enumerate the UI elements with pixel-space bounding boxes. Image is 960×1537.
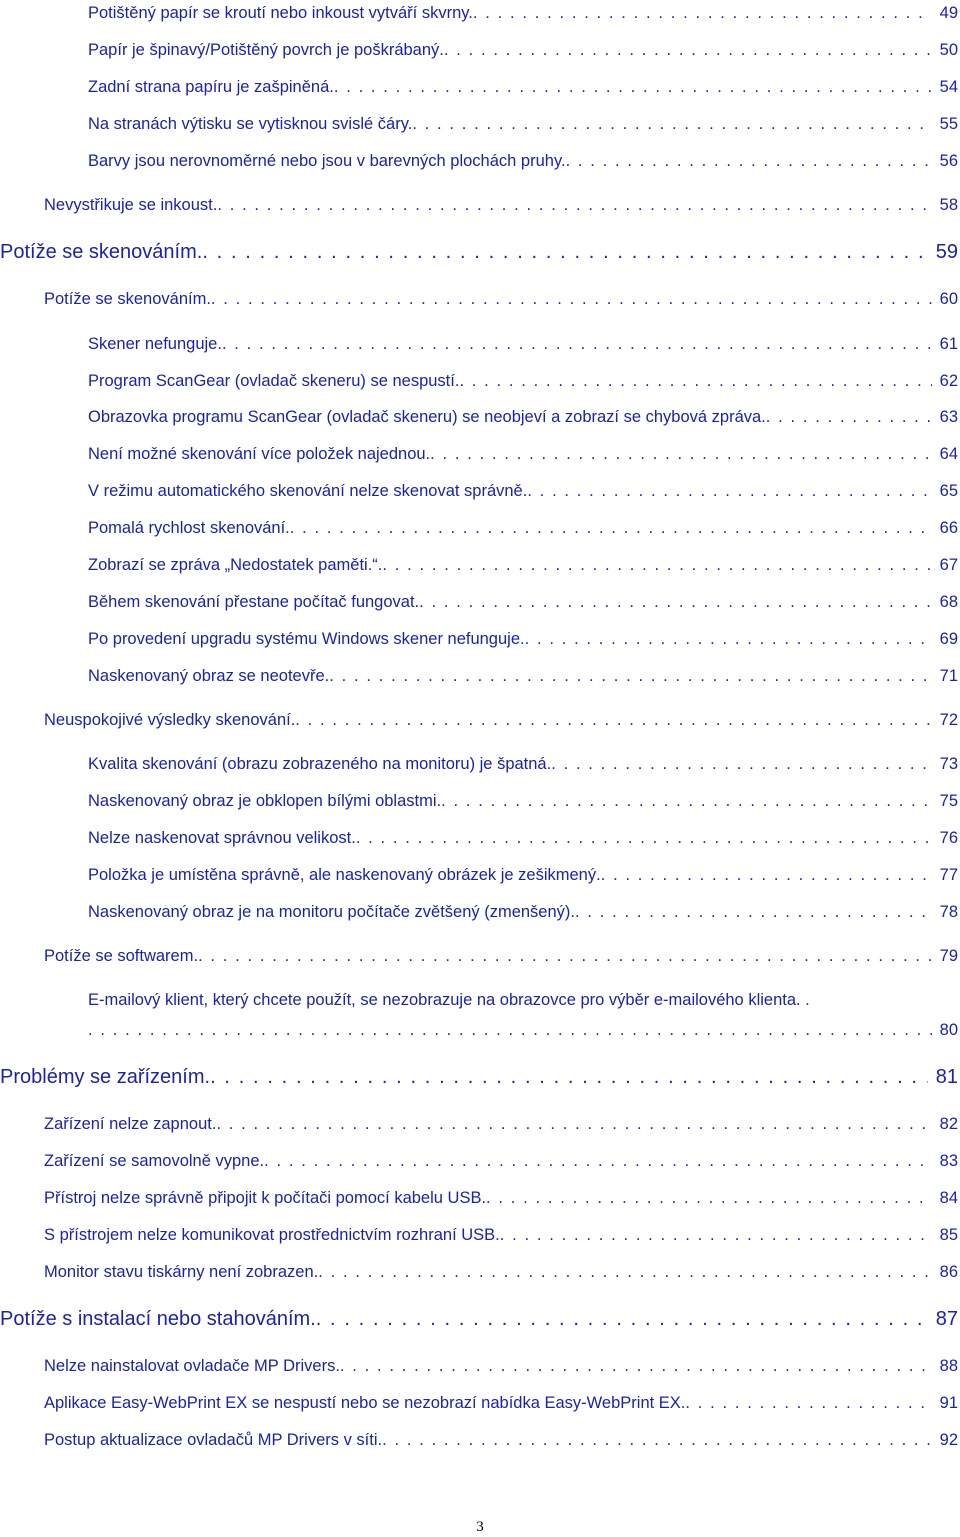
toc-entry-leader-line [88,1021,958,1040]
toc-entry-page: 68 [939,593,958,611]
toc-entry-page: 78 [939,903,958,921]
toc-entry[interactable] [88,482,958,501]
dot-leader [419,593,932,612]
toc-entry-title: Potíže s instalací nebo stahováním. [0,1308,316,1330]
toc-entry-page: 61 [939,335,958,353]
toc-entry-title: Potíže se skenováním. [44,290,211,308]
toc-entry-title: Přístroj nelze správně připojit k počítači pomocí kabelu USB. [44,1189,487,1207]
toc-entry-title: Potištěný papír se kroutí nebo inkoust vytváří skvrny. [88,4,473,22]
toc-entry-title: Skener nefunguje. [88,335,222,353]
toc-entry-title: Papír je špinavý/Potištěný povrch je poškrábaný. [88,41,444,59]
toc-entry-title: Zadní strana papíru je zašpiněná. [88,78,334,96]
toc-entry[interactable] [44,711,958,730]
toc-entry[interactable] [88,408,958,427]
toc-entry-title: Obrazovka programu ScanGear (ovladač skeneru) se neobjeví a zobrazí se chybová zpráva. [88,408,766,426]
dot-leader [473,4,932,23]
toc-entry-title: Potíže se softwarem. [44,947,199,965]
toc-entry[interactable] [88,556,958,575]
toc-section-heading[interactable] [0,1308,958,1331]
toc-entry[interactable] [44,1189,958,1208]
toc-entry-page: 87 [935,1308,958,1330]
toc-entry[interactable] [44,1226,958,1245]
toc-entry-page: 88 [939,1357,958,1375]
toc-entry-title: Pomalá rychlost skenování. [88,519,290,537]
toc-entry-title: Naskenovaný obraz je obklopen bílými oblastmi. [88,792,442,810]
toc-entry-title: Program ScanGear (ovladač skeneru) se nespustí. [88,372,460,390]
toc-entry-title: Položka je umístěna správně, ale naskenovaný obrázek je zešikmený. [88,866,601,884]
toc-entry-page: 77 [939,866,958,884]
dot-leader [217,196,932,215]
dot-leader [290,519,932,538]
toc-entry-title: V režimu automatického skenování nelze skenovat správně. [88,482,528,500]
toc-entry-title: Problémy se zařízením. [0,1066,211,1088]
dot-leader [356,829,932,848]
toc-entry-page: 50 [939,41,958,59]
toc-entry-page: 58 [939,196,958,214]
dot-leader [198,947,932,966]
toc-entry-title: Na stranách výtisku se vytisknou svislé čáry. [88,115,413,133]
dot-leader [430,445,932,464]
dot-leader [334,78,932,97]
dot-leader [685,1394,932,1413]
toc-entry-page: 59 [935,241,958,263]
toc-entry[interactable] [88,115,958,134]
dot-leader [525,630,932,649]
dot-leader [500,1226,932,1245]
dot-leader [551,755,932,774]
toc-entry-page: 56 [939,152,958,170]
dot-leader [382,1431,932,1450]
dot-leader [216,1115,932,1134]
dot-leader [441,792,932,811]
dot-leader [264,1152,932,1171]
toc-entry[interactable] [88,445,958,464]
toc-entry[interactable] [44,947,958,966]
toc-entry-page: 75 [939,792,958,810]
dot-leader [210,1066,928,1089]
toc-entry[interactable] [88,866,958,885]
dot-leader [412,115,932,134]
toc-entry-page: 80 [939,1021,958,1039]
toc-entry-page: 63 [939,408,958,426]
toc-entry[interactable] [88,4,958,23]
toc-entry-page: 81 [935,1066,958,1088]
toc-entry-page: 84 [939,1189,958,1207]
toc-entry[interactable] [44,1263,958,1282]
toc-entry-title: Nelze nainstalovat ovladače MP Drivers. [44,1357,340,1375]
toc-entry[interactable] [88,152,958,171]
toc-entry-page: 67 [939,556,958,574]
toc-entry[interactable] [88,903,958,922]
dot-leader [88,1021,932,1040]
toc-entry[interactable] [88,755,958,774]
toc-entry-title: Během skenování přestane počítač fungovat. [88,593,420,611]
toc-entry[interactable] [44,1431,958,1450]
toc-entry[interactable] [88,792,958,811]
toc-entry-title: Potíže se skenováním. [0,241,203,263]
dot-leader [329,667,932,686]
toc-section-heading[interactable] [0,1066,958,1089]
dot-leader [459,372,932,391]
toc-entry-title: E-mailový klient, který chcete použít, se nezobrazuje na obrazovce pro výběr e-mailového klienta. . [88,991,810,1009]
toc-entry-page: 49 [939,4,958,22]
toc-section-heading[interactable] [0,241,958,264]
toc-entry-title: Naskenovaný obraz je na monitoru počítače zvětšený (zmenšený). [88,903,575,921]
toc-entry-title: Zařízení se samovolně vypne. [44,1152,265,1170]
dot-leader [340,1357,932,1376]
toc-entry[interactable] [88,667,958,686]
toc-entry-page: 92 [939,1431,958,1449]
toc-entry-wrapped[interactable] [88,991,958,1040]
toc-entry-title: Neuspokojivé výsledky skenování. [44,711,296,729]
dot-leader [318,1263,932,1282]
toc-entry-title: Nelze naskenovat správnou velikost. [88,829,356,847]
toc-entry-page: 64 [939,445,958,463]
dot-leader [566,152,932,171]
toc-entry-title: Zobrazí se zpráva „Nedostatek paměti.“. [88,556,383,574]
dot-leader [766,408,932,427]
toc-entry-page: 86 [939,1263,958,1281]
toc-entry-page: 54 [939,78,958,96]
toc-entry[interactable] [44,1394,958,1413]
toc-entry[interactable] [44,1152,958,1171]
toc-entry-title: Monitor stavu tiskárny není zobrazen. [44,1263,319,1281]
page-number: 3 [476,1519,484,1535]
dot-leader [486,1189,932,1208]
toc-entry-title: Kvalita skenování (obrazu zobrazeného na monitoru) je špatná. [88,755,552,773]
dot-leader [202,241,928,264]
toc-entry-title: Po provedení upgradu systému Windows skener nefunguje. [88,630,525,648]
toc-entry-page: 55 [939,115,958,133]
toc-entry[interactable] [88,78,958,97]
dot-leader [316,1308,928,1331]
toc-entry[interactable] [88,335,958,354]
dot-leader [211,290,932,309]
toc-entry-title: Postup aktualizace ovladačů MP Drivers v síti. [44,1431,383,1449]
toc-entry-page: 91 [939,1394,958,1412]
toc-entry-page: 65 [939,482,958,500]
toc-entry-page: 82 [939,1115,958,1133]
toc-entry-page: 72 [939,711,958,729]
toc-entry[interactable] [88,41,958,60]
dot-leader [295,711,932,730]
toc-entry[interactable] [44,196,958,215]
toc-entry-title: Není možné skenování více položek najednou. [88,445,431,463]
toc-entry-page: 62 [939,372,958,390]
toc-entry-page: 79 [939,947,958,965]
toc-entry[interactable] [88,593,958,612]
dot-leader [382,556,932,575]
toc-entry[interactable] [44,290,958,309]
toc-entry-page: 66 [939,519,958,537]
toc-entry-page: 76 [939,829,958,847]
toc-entry[interactable] [44,1115,958,1134]
toc-entry-title: Naskenovaný obraz se neotevře. [88,667,330,685]
toc-entry[interactable] [44,1357,958,1376]
toc-entry-page: 85 [939,1226,958,1244]
toc-entry[interactable] [88,829,958,848]
dot-leader [222,335,932,354]
toc-entry-title: Zařízení nelze zapnout. [44,1115,217,1133]
toc-entry[interactable] [88,519,958,538]
toc-entry-title: Nevystřikuje se inkoust. [44,196,218,214]
dot-leader [444,41,932,60]
dot-leader [527,482,932,501]
toc-entry[interactable] [88,372,958,391]
toc-entry-title: Barvy jsou nerovnoměrné nebo jsou v barevných plochách pruhy. [88,152,566,170]
toc-entry-page: 73 [939,755,958,773]
toc-entry-title: S přístrojem nelze komunikovat prostřednictvím rozhraní USB. [44,1226,500,1244]
toc-entry[interactable] [88,630,958,649]
toc-entry-page: 60 [939,290,958,308]
dot-leader [601,866,932,885]
toc-entry-page: 71 [939,667,958,685]
toc-entry-page: 69 [939,630,958,648]
toc-entry-title: Aplikace Easy-WebPrint EX se nespustí nebo se nezobrazí nabídka Easy-WebPrint EX. [44,1394,686,1412]
dot-leader [575,903,932,922]
toc-entry-page: 83 [939,1152,958,1170]
